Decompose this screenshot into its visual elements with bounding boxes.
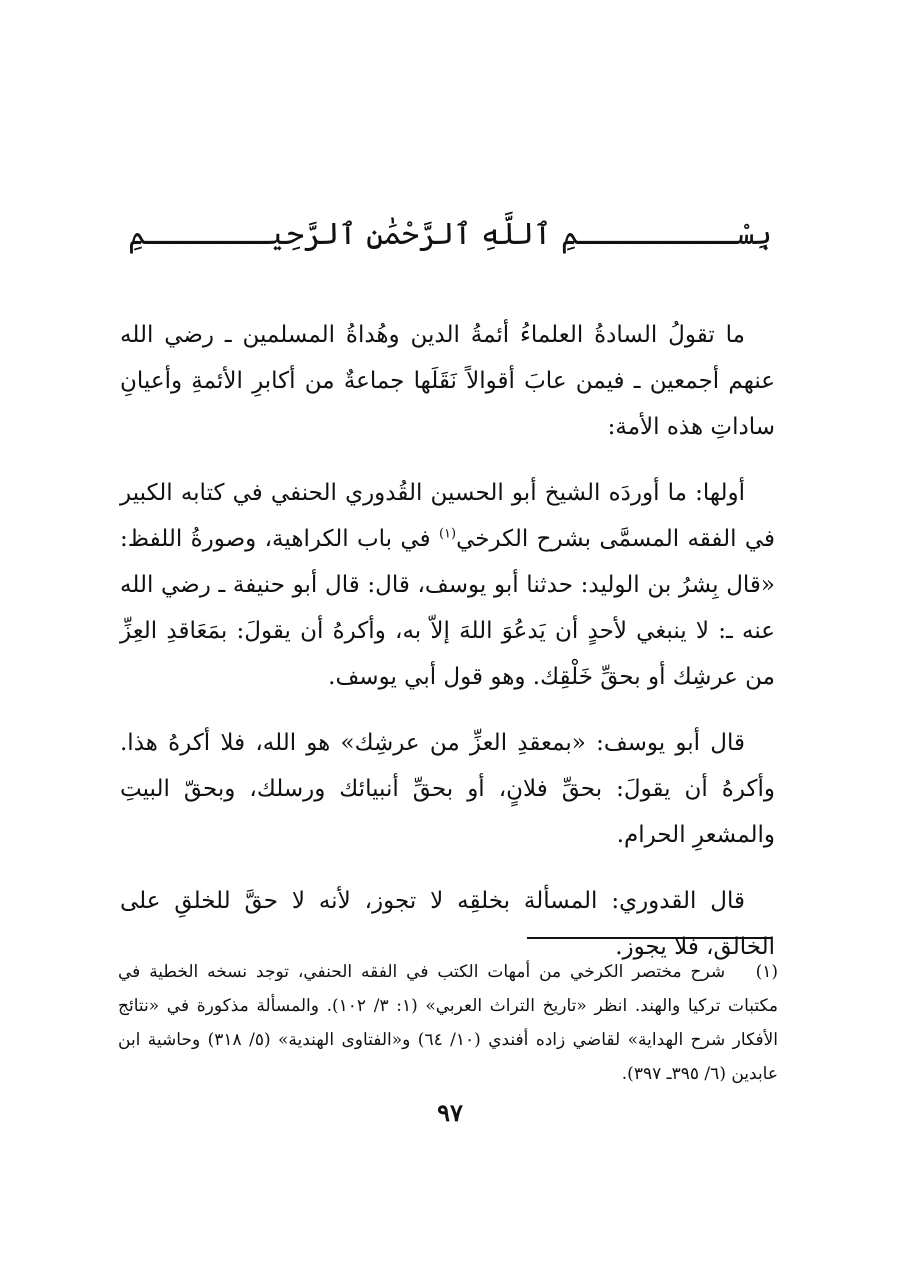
paragraph-qaduri: قال القدوري: المسألة بخلقِه لا تجوز، لأنه لا حقَّ للخلقِ على الخالق، فلا يجوز. — [120, 888, 775, 960]
paragraph-abu-yusuf: قال أبو يوسف: «بمعقدِ العزِّ من عرشِك» هو الله، فلا أكرهُ هذا. وأكرهُ أن يقولَ: بحقِّ فلانٍ، أو بحقِّ أنبيائك ورسلك، وبحقّ البيتِ والمشعرِ الحرام. — [120, 730, 775, 848]
footnote-reference[interactable]: (١) — [438, 526, 457, 542]
footnote-divider — [527, 937, 772, 939]
paragraph-first-quote — [120, 470, 775, 700]
page-number: ٩٧ — [437, 1098, 463, 1127]
footnote-text: شرح مختصر الكرخي من أمهات الكتب في الفقه الحنفي، توجد نسخه الخطية في مكتبات تركيا والهند. انظر «تاريخ التراث العربي» (١: ٣/ ١٠٢). والمسألة مذكورة في «نتائج الأفكار شرح الهداية» لقاضي زاده أفندي (١٠/ ٦٤) و«الفتاوى الهندية» (٥/ ٣١٨) وحاشية ابن عابدين (٦/ ٣٩٥ـ ٣٩٧). — [118, 962, 779, 1084]
footnote-body — [118, 955, 778, 1091]
main-text — [120, 312, 775, 990]
paragraph-text-before-ref: أولها: ما أوردَه الشيخ أبو الحسين القُدوري الحنفي في كتابه الكبير في الفقه المسمَّى بشرح الكرخي — [120, 480, 775, 552]
paragraph-text-after-ref: في باب الكراهية، وصورةُ اللفظ: «قال بِشرُ بن الوليد: حدثنا أبو يوسف، قال: قال أبو حنيفة ـ رضي الله عنه ـ: لا ينبغي لأحدٍ أن يَدعُوَ اللهَ إلاّ به، وأكرهُ أن يقولَ: بمَعَاقدِ العِزِّ من عرشِك أو بحقِّ خَلْقِك. وهو قول أبي يوسف. — [120, 526, 775, 690]
paragraph-question: ما تقولُ السادةُ العلماءُ أئمةُ الدين وهُداةُ المسلمين ـ رضي الله عنهم أجمعين ـ فيمن عابَ أقوالاً نَقَلَها جماعةٌ من أكابرِ الأئمةِ وأعيانِ ساداتِ هذه الأمة: — [120, 322, 775, 440]
footnote-number: (١) — [755, 962, 779, 982]
footnote — [118, 955, 778, 1091]
basmala-heading: بِسْـــــــــمِ ٱللَّهِ ٱلرَّحْمَٰنِ ٱلرَّحِيـــــــمِ — [128, 217, 772, 252]
